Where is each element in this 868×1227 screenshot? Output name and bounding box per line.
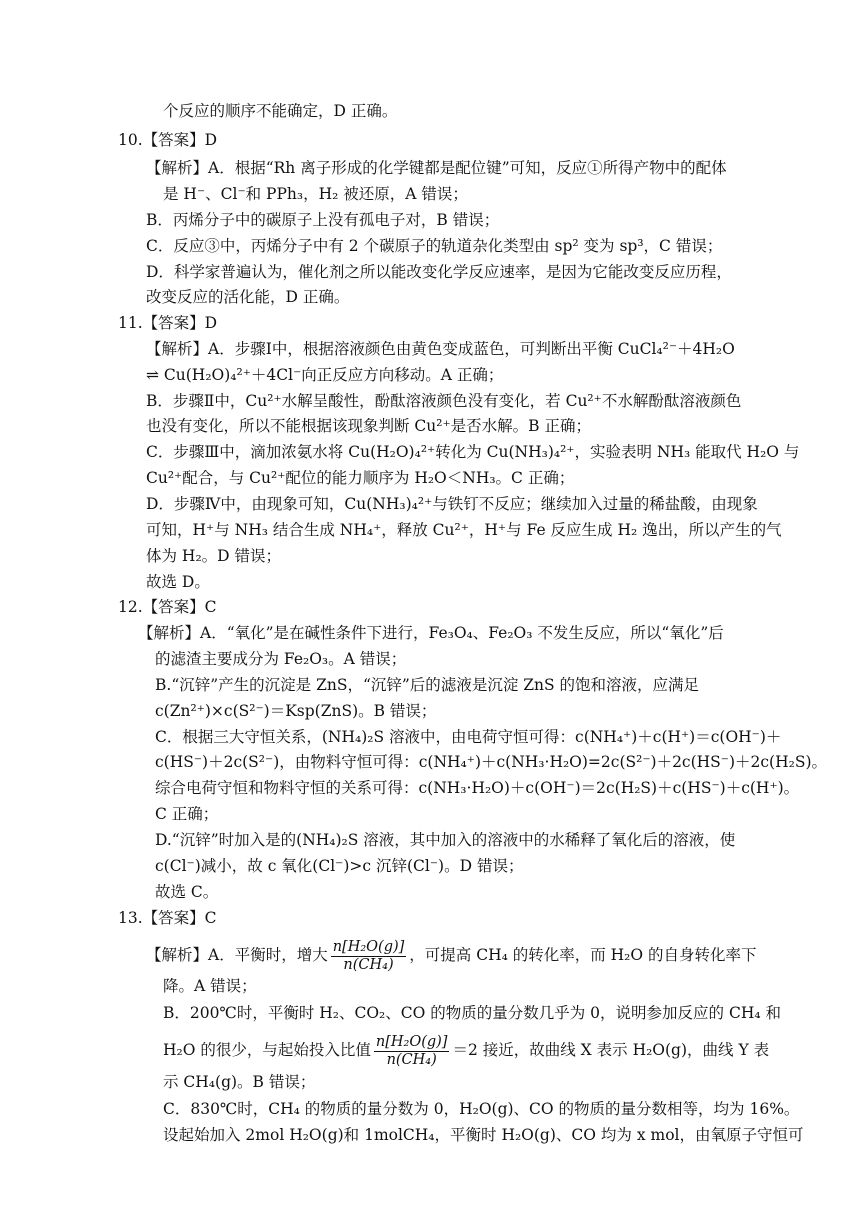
text-line: B．丙烯分子中的碳原子上没有孤电子对，B 错误； — [146, 211, 500, 229]
text-line: c(Cl⁻)减小，故 c 氧化(Cl⁻)>c 沉锌(Cl⁻)。D 错误； — [155, 857, 524, 875]
text-line: 综合电荷守恒和物料守恒的关系可得：c(NH₃·H₂O)＋c(OH⁻)＝2c(H₂S)＋c(HS⁻)＋c(H⁺)。 — [155, 779, 800, 797]
text-line: D．科学家普遍认为，催化剂之所以能改变化学反应速率，是因为它能改变反应历程， — [146, 263, 732, 281]
text-line: 【解析】A．根据“Rh 离子形成的化学键都是配位键”可知，反应①所得产物中的配体 — [146, 159, 727, 177]
text-line-with-fraction — [163, 1030, 769, 1070]
text-line: 也没有变化，所以不能根据该现象判断 Cu²⁺是否水解。B 正确； — [146, 417, 591, 435]
text-segment: 【解析】A．平衡时，增大 — [146, 946, 328, 964]
text-line: Cu²⁺配合，与 Cu²⁺配位的能力顺序为 H₂O＜NH₃。C 正确； — [146, 469, 575, 487]
text-line: 改变反应的活化能，D 正确。 — [146, 288, 350, 306]
text-segment: ，可提高 CH₄ 的转化率，而 H₂O 的自身转化率下 — [409, 946, 757, 964]
text-line: C．830℃时，CH₄ 的物质的量分数为 0，H₂O(g)、CO 的物质的量分数相等，均为 16%。 — [163, 1100, 800, 1118]
text-line: C．根据三大守恒关系，(NH₄)₂S 溶液中，由电荷守恒可得：c(NH₄⁺)＋c(H⁺)＝c(OH⁻)＋ — [155, 728, 782, 746]
text-segment: H₂O 的很少，与起始投入比值 — [163, 1041, 371, 1059]
text-line: 设起始加入 2mol H₂O(g)和 1molCH₄，平衡时 H₂O(g)、CO 均为 x mol，由氧原子守恒可 — [163, 1126, 804, 1144]
text-line: 故选 D。 — [146, 573, 210, 591]
text-line: 【解析】A．“氧化”是在碱性条件下进行，Fe₃O₄、Fe₂O₃ 不发生反应，所以“氧化”后 — [138, 624, 724, 642]
fraction-denominator: n(CH₄) — [343, 956, 394, 973]
text-line: 可知，H⁺与 NH₃ 结合生成 NH₄⁺，释放 Cu²⁺，H⁺与 Fe 反应生成 H₂ 逸出，所以产生的气 — [146, 521, 782, 539]
text-line: 体为 H₂。D 错误； — [146, 547, 282, 565]
fraction-numerator: n[H₂O(g)] — [332, 938, 405, 955]
text-line: C 正确； — [155, 805, 219, 823]
text-line: 降。A 错误； — [163, 977, 257, 995]
answer-heading-12: 12.【答案】C — [118, 598, 217, 616]
answer-heading-11: 11.【答案】D — [118, 314, 218, 332]
fraction — [374, 1034, 450, 1069]
text-line: B．步骤Ⅱ中，Cu²⁺水解呈酸性，酚酞溶液颜色没有变化，若 Cu²⁺不水解酚酞溶液颜色 — [146, 392, 742, 410]
text-line: C．步骤Ⅲ中，滴加浓氨水将 Cu(H₂O)₄²⁺转化为 Cu(NH₃)₄²⁺，实验表明 NH₃ 能取代 H₂O 与 — [146, 443, 800, 461]
answer-heading-13: 13.【答案】C — [118, 909, 217, 927]
text-line: D．步骤Ⅳ中，由现象可知，Cu(NH₃)₄²⁺与铁钉不反应；继续加入过量的稀盐酸，由现象 — [146, 495, 758, 513]
fraction-denominator: n(CH₄) — [386, 1051, 437, 1068]
text-line: c(Zn²⁺)×c(S²⁻)＝Ksp(ZnS)。B 错误； — [155, 702, 437, 720]
text-line: 是 H⁻、Cl⁻和 PPh₃，H₂ 被还原，A 错误； — [163, 185, 468, 203]
text-line: B.“沉锌”产生的沉淀是 ZnS，“沉锌”后的滤液是沉淀 ZnS 的饱和溶液，应满足 — [155, 676, 700, 694]
text-line: 的滤渣主要成分为 Fe₂O₃。A 错误； — [155, 650, 407, 668]
text-line: c(HS⁻)＋2c(S²⁻)，由物料守恒可得：c(NH₄⁺)＋c(NH₃·H₂O)=2c(S²⁻)＋2c(HS⁻)＋2c(H₂S)。 — [155, 753, 828, 771]
text-line: 故选 C。 — [155, 883, 219, 901]
text-line: 【解析】A．步骤Ⅰ中，根据溶液颜色由黄色变成蓝色，可判断出平衡 CuCl₄²⁻＋4H₂O — [146, 340, 735, 358]
text-line: C．反应③中，丙烯分子中有 2 个碳原子的轨道杂化类型由 sp² 变为 sp³，C 错误； — [146, 237, 723, 255]
text-line: 个反应的顺序不能确定，D 正确。 — [163, 102, 398, 120]
fraction-numerator: n[H₂O(g)] — [375, 1033, 448, 1050]
text-line-with-fraction — [146, 935, 757, 975]
text-segment: ＝2 接近，故曲线 X 表示 H₂O(g)，曲线 Y 表 — [452, 1041, 770, 1059]
answer-heading-10: 10.【答案】D — [118, 131, 218, 149]
text-line: D.“沉锌”时加入是的(NH₄)₂S 溶液，其中加入的溶液中的水稀释了氧化后的溶液，使 — [155, 831, 736, 849]
text-line: B．200℃时，平衡时 H₂、CO₂、CO 的物质的量分数几乎为 0，说明参加反应的 CH₄ 和 — [163, 1004, 781, 1022]
text-line: 示 CH₄(g)。B 错误； — [163, 1073, 316, 1091]
text-line: ⇌ Cu(H₂O)₄²⁺＋4Cl⁻向正反应方向移动。A 正确； — [146, 366, 504, 384]
fraction — [331, 939, 407, 974]
